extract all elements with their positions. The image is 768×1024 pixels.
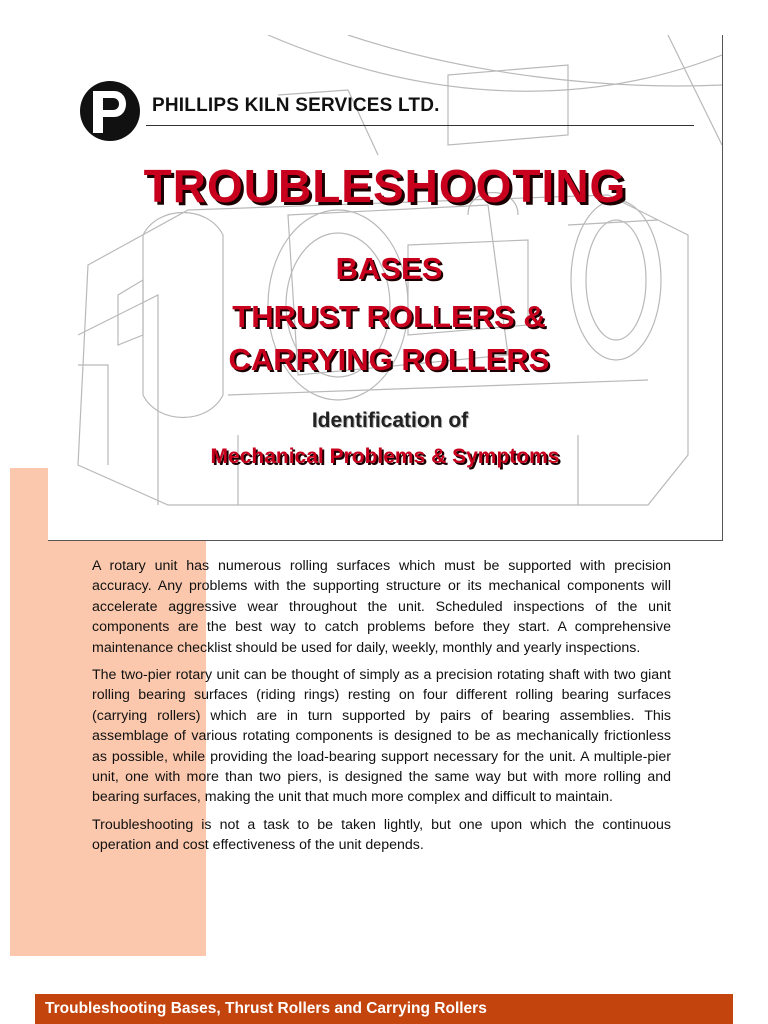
body-text [92, 556, 671, 863]
company-name: PHILLIPS KILN SERVICES LTD. [152, 95, 440, 116]
subtitle-line-1: BASES [335, 251, 443, 286]
subtitle-line-2: THRUST ROLLERS & [232, 299, 546, 334]
paragraph-troubleshooting: Troubleshooting is not a task to be taken lightly, but one upon which the continuous operation and cost effectiveness of the unit depends. [92, 816, 671, 854]
cover-panel [48, 35, 723, 541]
company-logo-icon [78, 79, 142, 143]
divider [146, 125, 694, 126]
paragraph-two-pier: The two-pier rotary unit can be thought of simply as a precision rotating shaft with two giant rolling bearing surfaces (riding rings) resting on four different rolling bearing surfaces (carrying rollers) which are in turn supported by pairs of bearing assemblies. This assemblage of various rotating components is designed to be as mechanically frictionless as possible, while providing the load-bearing support necessary for the unit. A multiple-pier unit, one with more than two piers, is designed the same way but with more rolling and bearing surfaces, making the unit that much more complex and difficult to maintain. [92, 667, 671, 806]
page-title: TROUBLESHOOTING [143, 160, 627, 212]
mechanical-heading: Mechanical Problems & Symptoms [210, 445, 560, 468]
subtitle-line-3: CARRYING ROLLERS [228, 342, 550, 377]
paragraph-intro: A rotary unit has numerous rolling surfaces which must be supported with precision accuracy. Any problems with the supporting structure or its mechanical components will accelerate aggressive wear throughout the unit. Scheduled inspections of the unit components are the best way to catch problems before they start. A comprehensive maintenance checklist should be used for daily, weekly, monthly and yearly inspections. [92, 558, 671, 656]
identification-heading: Identification of [311, 409, 469, 432]
footer-title: Troubleshooting Bases, Thrust Rollers and Carrying Rollers [45, 1000, 487, 1017]
footer-bar [35, 994, 733, 1024]
